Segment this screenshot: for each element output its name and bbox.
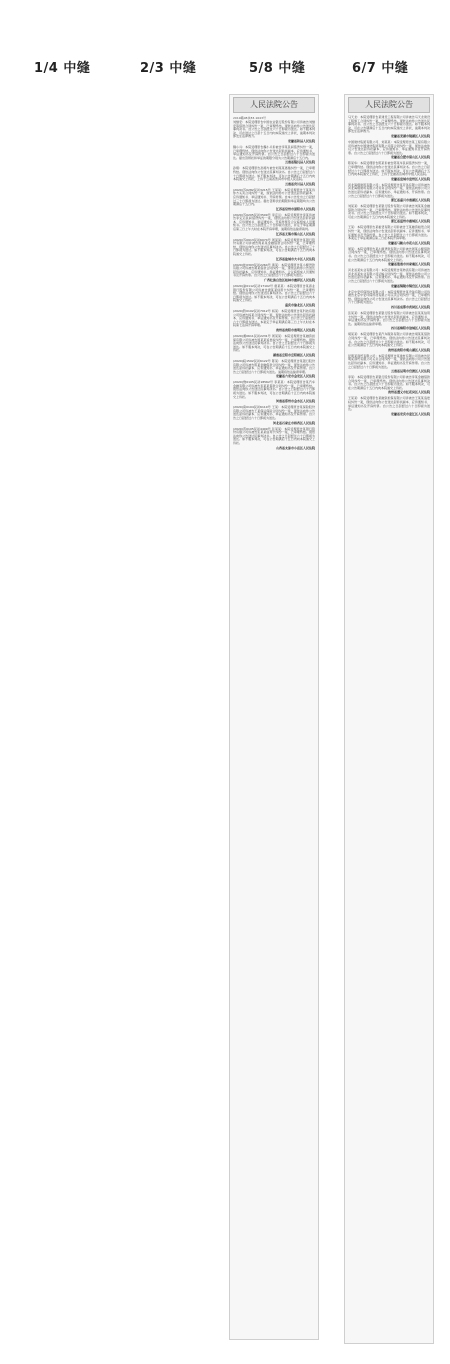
notice-body: 张某某：本院受理原告某银行股份有限公司诉被告张某某信用卡纠纷一案，现依法向你公告送达起诉状副本、应诉通知书、举证通知书及开庭传票。自公告之日起经过六十日即视为送达。逾期将依法缺席审理。 (348, 310, 430, 326)
notice-item (233, 121, 315, 143)
notice-court-signature: 贵州省贵阳市观山湖区人民法院 (387, 347, 430, 352)
notice-body: (2020)苏0913民初6074号 周某某：本院受理原告某银行股份有限公司诉被告周某某金融借款合同纠纷一案，已审理终结，现依法向你公告送达民事判决书。自公告之日起经过三十日即视为送达。如不服本判决，可在公告期满后十五日内向本院递交上诉状。 (233, 237, 315, 257)
notice-court-signature: 江苏省无锡市锡山区人民法院 (275, 231, 315, 236)
notice-body: 王某某：本院受理原告某融资担保有限公司诉被告王某某追偿权纠纷一案，现依法向你公告送达起诉状副本、应诉通知书、举证通知书及开庭传票。自公告之日起经过六十日即视为送达。 (348, 396, 430, 412)
notice-item (233, 264, 315, 282)
notice-list (345, 116, 433, 416)
notice-item (348, 226, 430, 244)
notice-body: 北京中宏环保科技有限公司：本院受理原告某设备有限公司诉被告北京中宏环保科技有限公司买卖合同纠纷一案，已审理终结。现依法向你公司公告送达民事判决书。自公告之日起经过六十日即视为送达。 (348, 289, 430, 305)
notice-court-signature: 江苏省盐城市大丰区人民法院 (275, 256, 315, 261)
notice-court-signature: 四川省成都市武侯区人民法院 (390, 304, 430, 309)
notice-court-signature: 安徽省合肥市蜀山区人民法院 (390, 155, 430, 160)
notice-item (348, 184, 430, 202)
notice-court-signature: 河北省石家庄市桥西区人民法院 (272, 420, 315, 425)
notice-court-signature: 安徽省淮南市田家庵区人民法院 (387, 262, 430, 267)
notice-court-signature: 云南省宾川县人民法院 (284, 181, 315, 186)
notice-item (233, 381, 315, 403)
notice-item (233, 406, 315, 424)
notice-item (348, 355, 430, 373)
column-title: 人民法院公告 (348, 97, 430, 113)
notice-item (233, 360, 315, 378)
notice-item (233, 310, 315, 332)
notice-court-signature: 安徽省安庆市迎江区人民法院 (390, 411, 430, 416)
notice-body: (2020)渝0112民初17102号 唐某某：本院受理原告某商业银行股份有限公司诉被告唐某某信用卡纠纷一案，已审理终结。现依法向你公告送达民事判决书。自公告之日起经过六十日即视为送达。如不服本判决，可在公告期满后十五日内向本院递交上诉状。 (233, 284, 315, 303)
notice-item (348, 205, 430, 223)
notice-court-signature: 安徽省芜湖市镜湖区人民法院 (390, 133, 430, 138)
court-notice-column-5-8 (229, 94, 319, 1340)
court-notice-column-6-7 (344, 94, 434, 1344)
notice-item (348, 376, 430, 394)
notice-court-signature: 安徽省宣城市宣州区人民法院 (390, 176, 430, 181)
notice-item (348, 397, 430, 415)
notice-body: 孙翔：本院受理原告孙翔与被告刘某某离婚纠纷一案，已审理终结。现依法向你公告送达民事判决书。自公告之日起经过六十日即视为送达。如不服本判决，可在公告期满后十五日内向本院递交上诉状，上诉于云南省普洱市中级人民法院。 (233, 166, 315, 182)
notice-court-signature: 重庆市渝北区人民法院 (284, 302, 315, 307)
notice-item (348, 269, 430, 287)
notice-court-signature: 云南省昆明市官渡区人民法院 (390, 369, 430, 374)
notice-body: 河北海翔建筑有限公司：本院受理原告某劳务有限公司诉被告河北海翔建筑有限公司劳务合同纠纷一案，现依法向你公司公告送达起诉状副本、应诉通知书、举证通知书、开庭传票。自公告之日起经过六十日即视为送达。 (348, 182, 430, 198)
notice-item (348, 141, 430, 159)
gutter-label-2-3: 2/3 中缝 (140, 61, 197, 76)
gutter-label-6-7: 6/7 中缝 (352, 61, 409, 76)
notice-item (233, 335, 315, 357)
notice-court-signature: 浙江省温州市鹿城区人民法院 (390, 219, 430, 224)
notice-body: 昆明某商贸有限公司：本院受理原告某建材有限公司诉被告昆明某商贸有限公司买卖合同纠纷一案，现依法向你公司公告送达起诉状副本、应诉通知书、举证通知书及开庭传票。自公告之日起经过六十日即视为送达。 (348, 353, 430, 369)
gutter-label-1-4: 1/4 中缝 (34, 61, 91, 76)
notice-body: (2020)苏0282民初3215号 王某某：本院受理原告王某某诉你方买卖合同纠纷一案，现依法向你方公告送达起诉状副本、应诉通知书、举证通知书、开庭传票。自本公告发出之日起经过三十日即视为送达。提出答辩状的期限和举证期限均为公告期满后十五日内。 (233, 187, 315, 207)
notice-body: (2020)晋0105民初4409号 张某某：本院受理原告某银行股份有限公司诉被告张某某信用卡纠纷一案，已审理终结。现依法向你公告送达民事判决书。自公告之日起经过六十日即视为送达。如不服本判决，可在公告期满后十五日内向本院递交上诉状。 (233, 426, 315, 445)
notice-court-signature: 浙江省嘉兴市南湖区人民法院 (390, 198, 430, 203)
notice-body: (2020)冀0104民初6110号 王某：本院受理原告某保险股份有限公司诉被告王某保证保险合同纠纷一案，现依法向你公告送达起诉状副本、应诉通知书、举证通知书及开庭传票。自公告之日起经过六十日即视为送达。 (233, 405, 315, 421)
notice-court-signature: 安徽省六安市金安区人民法院 (275, 374, 315, 379)
notice-body: (2020)湘0611民初2231号 周某某：本院受理原告某融资担保有限公司诉被告周某某追偿权纠纷一案，已审理终结。现依法向你公告送达民事判决书。自公告之日起经过六十日即视为送达。如不服本判决，可在公告期满后十五日内向本院递交上诉状。 (233, 333, 315, 353)
gutter-label-5-8: 5/8 中缝 (249, 61, 306, 76)
notice-court-signature: 安徽省马鞍山市花山区人民法院 (387, 240, 430, 245)
notice-item (348, 116, 430, 138)
notice-body: (2020)皖1502民初6122号 陈某：本院受理原告某银行股份有限公司诉被告陈某金融借款合同纠纷一案，现依法向你公告送达起诉状副本、应诉通知书、举证通知书及开庭传票。自公告之日起经过六十日即视为送达。逾期将依法缺席审理。 (233, 358, 315, 374)
notice-body: (2020)苏0205民初3509号 李定运：本院受理原告李某诉被告李定运民间借贷纠纷一案，现依法向你公告送达起诉状副本、应诉通知书、举证通知书、开庭传票及合议庭组成人员通知书。自公告之日起经过三十日即视为送达，并定于举证期满后第三日上午九时在本院开庭审理，逾期将依法缺席裁判。 (233, 212, 315, 232)
notice-court-signature: 河南省郑州市金水区人民法院 (275, 399, 315, 404)
notice-court-signature: 江苏省常州市溧阳市人民法院 (275, 206, 315, 211)
notice-body: (2020)桂0303民初2264号 黄某：本院受理原告某小额贷款有限公司诉被告黄某借款合同纠纷一案，现依法向你公告送达起诉状副本、应诉通知书、举证通知书、合议庭组成人员通知书及开庭传票。自公告之日起经过六十日即视为送达。 (233, 262, 315, 278)
notice-body: (2020)黔0102民初7012号 杨某：本院受理原告某科技有限公司诉被告杨某合同纠纷一案，现依法向你公告送达起诉状副本、应诉通知书、举证通知书及开庭传票。自公告之日起经过六十日即视为送达。本案定于举证期满后第三日上午九时在本院第七法庭开庭审理。 (233, 308, 315, 328)
notice-item (233, 214, 315, 236)
notice-item (233, 146, 315, 164)
notice-item (348, 162, 430, 180)
notice-court-signature: 湖南省岳阳市岳阳楼区人民法院 (272, 352, 315, 357)
notice-body: 胡某某：本院受理原告某汽车服务有限公司诉被告胡某某借款合同纠纷一案，已审理终结。现依法向你公告送达民事判决书。自公告之日起经过六十日即视为送达。如不服本判决，可在公告期满后十五日内向本院递交上诉状。 (348, 332, 430, 348)
column-title: 人民法院公告 (233, 97, 315, 113)
notice-body: 刘继宏：本院受理原告中国农业银行股份有限公司诉被告刘继宏等借款合同纠纷一案，已审理终结。现依法向你公告送达民事判决书。自公告之日起经过六十日即视为送达。如不服本判决，可在送达之日起十五日内向本院递交上诉状，逾期本判决即发生法律效力。 (233, 120, 315, 139)
notice-item (233, 189, 315, 211)
notice-list (230, 121, 318, 450)
notice-body: 河北省某实业有限公司：本院受理原告某物流有限公司诉被告河北省某实业有限公司运输合同纠纷一案，现依法向你公司公告送达起诉状副本、应诉通知书、举证通知书及开庭传票。自公告之日起经过六十日即视为送达。 (348, 268, 430, 283)
notice-court-signature: 四川省绵阳市涪城区人民法院 (390, 326, 430, 331)
notice-court-signature: 安徽省和县人民法院 (287, 138, 315, 143)
notice-court-signature: 贵州省遵义市红花岗区人民法院 (387, 390, 430, 395)
notice-item (348, 248, 430, 266)
notice-item (233, 239, 315, 261)
notice-body: 中国建材集团有限公司、刘某某：本院受理原告某工程有限公司诉被告中国建材集团有限公司等合同纠纷一案，现依法向你们公告送达起诉状副本、应诉通知书、举证通知书及开庭传票。自公告之日起经过六十日即视为送达。 (348, 139, 430, 155)
notice-body: 马天龙：本院受理原告某建设工程有限公司诉被告马天龙建设工程施工合同纠纷一案，已审理终结。现依法向你公告送达民事判决书。自公告之日起经过六十日即视为送达。如不服本判决，可在公告期满后十五日内向本院递交上诉状，逾期本判决即发生法律效力。 (348, 115, 430, 134)
notice-body: 魏小兵：本院受理原告魏小兵诉被告李某民间借贷纠纷一案，已审理终结。现依法向你公告送达起诉状副本、应诉通知书、举证通知书及开庭传票。自公告之日起经过六十日即视为送达。提出答辩状和举证的期限分别为公告期满后十五日内。 (233, 144, 315, 160)
notice-item (348, 333, 430, 351)
notice-court-signature: 云南省镇沅县人民法院 (284, 160, 315, 165)
notice-item (348, 291, 430, 309)
notice-court-signature: 广西壮族自治区桂林市叠彩区人民法院 (263, 278, 315, 282)
notice-item (233, 428, 315, 450)
notice-body: 刘某某：本院受理原告某银行股份有限公司诉被告刘某某金融借款合同纠纷一案，已审理终结。现依法向你公告送达民事判决书。自公告之日起经过六十日即视为送达。如不服本判决，可在公告期满后十五日内向本院递交上诉状。 (348, 204, 430, 219)
notice-court-signature: 安徽省铜陵市铜官区人民法院 (390, 283, 430, 288)
notice-item (233, 167, 315, 185)
notice-body: 王某：本院受理原告某租赁有限公司诉被告王某融资租赁合同纠纷一案，现依法向你公告送达起诉状副本、应诉通知书、举证通知书及开庭传票。自公告之日起经过六十日即视为送达。本案定于举证期满后第三日在本院开庭审理。 (348, 225, 430, 241)
notice-court-signature: 贵州省贵阳市南明区人民法院 (275, 327, 315, 332)
notice-item (233, 285, 315, 307)
notice-body: 周某：本院受理原告某小额贷款有限公司诉被告周某小额借款合同纠纷一案，已审理终结。现依法向你公告送达民事判决书。自公告之日起经过六十日即视为送达。如不服本判决，可在公告期满后十五日内向本院递交上诉状。 (348, 246, 430, 262)
column-subtitle: 2019赣08执83-1643号 (233, 116, 266, 120)
notice-item (348, 312, 430, 330)
notice-body: 陈某华：本院受理原告陈某诉被告陈某华民间借贷纠纷一案，已审理终结。现依法向你公告送达民事判决书。自公告之日起经过六十日即视为送达。如不服本判决，可在公告期满后十五日内向本院递交上诉状，上诉于安徽省宣城市中级人民法院。 (348, 161, 430, 177)
notice-court-signature: 山西省太原市小店区人民法院 (275, 445, 315, 450)
notice-body: (2020)豫0105民初18562号 李某某：本院受理原告某汽车金融有限公司诉被告李某某借款合同纠纷一案，已审理终结。现依法向你公告送达民事判决书。自公告之日起经过六十日即视为送达。如不服本判决，可在公告期满后十五日内向本院递交上诉状。 (233, 380, 315, 399)
notice-body: 李某：本院受理原告某银行股份有限公司诉被告李某金融借款合同纠纷一案，已审理终结。现依法向你公告送达民事判决书。自公告之日起经过六十日即视为送达。如不服本判决，可在公告期满后十五日内向本院递交上诉状。 (348, 375, 430, 390)
